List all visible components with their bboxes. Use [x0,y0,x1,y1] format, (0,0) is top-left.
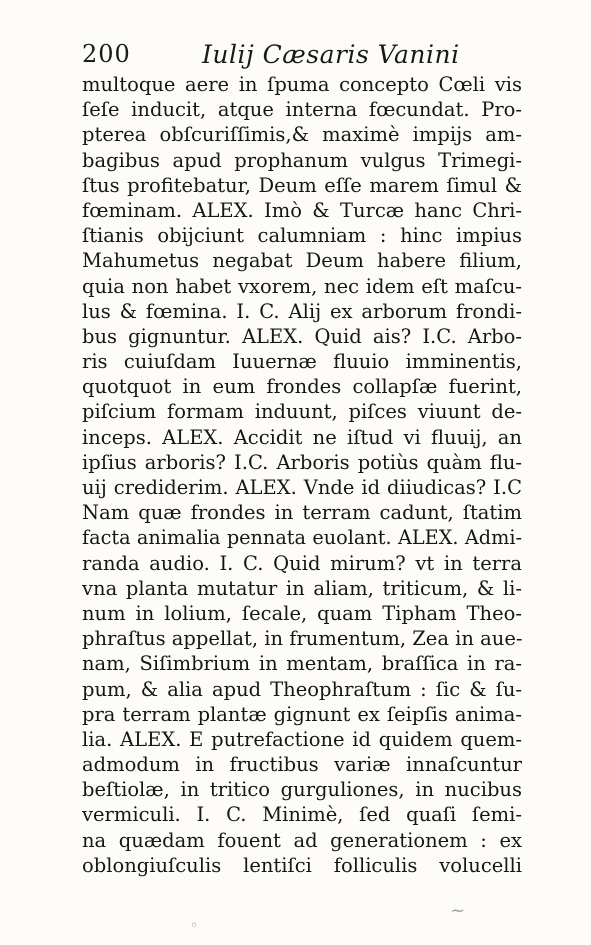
ink-mark: ~ [450,900,466,921]
text-line: ſeſe inducit, atque interna fœcundat. Pro- [82,98,522,122]
text-line: facta animalia pennata euolant. ALEX. Admi- [82,526,522,550]
text-line: multoque aere in ſpuma concepto Cœli vis [82,73,522,96]
text-line: pum, & alia apud Theophraſtum : ſic & ſu- [82,677,522,701]
text-line: lia. ALEX. E putrefactione id quidem quem- [82,727,522,751]
text-line: ſtianis obijciunt calumniam : hinc impius [82,224,522,248]
text-line: quia non habet vxorem, nec idem eſt maſcu- [82,274,522,298]
text-line: ſtus profitebatur, Deum eſſe marem ſimul & [82,173,522,197]
text-line: inceps. ALEX. Accidit ne iſtud vi fluuij, an [82,425,522,449]
text-line: lus & fœmina. I. C. Alij ex arborum frondi- [82,299,522,323]
text-line: oblongiuſculis lentiſci folliculis volucelli [82,853,522,877]
text-line: vermiculi. I. C. Minimè, ſed quaſi ſemi- [82,803,522,827]
text-line: uij crediderim. ALEX. Vnde id diiudicas? I.C [82,476,522,499]
text-line: quotquot in eum frondes collapſæ fuerint, [82,375,522,399]
text-line: ris cuiuſdam Iuuernæ fluuio imminentis, [82,350,522,374]
text-line: randa audio. I. C. Quid mirum? vt in terra [82,551,522,575]
text-line: pra terram plantæ gignunt ex ſeipſis anima- [82,702,522,726]
text-line: na quædam fouent ad generationem : ex [82,828,522,852]
body-text [82,72,522,878]
text-line: phraſtus appellat, in frumentum, Zea in aue- [82,627,522,651]
text-line: fœminam. ALEX. Imò & Turcæ hanc Chri- [82,198,522,222]
text-line: Mahumetus negabat Deum habere filium, [82,249,522,273]
text-line: piſcium formam induunt, piſces viuunt de- [82,400,522,424]
text-line: beſtiolæ, in tritico gurguliones, in nucibus [82,778,522,802]
ink-mark: ◦ [190,918,199,934]
text-line: nam, Siſimbrium in mentam, braſſica in ra- [82,652,522,676]
text-line: bus gignuntur. ALEX. Quid ais? I.C. Arbo- [82,324,522,348]
text-line: Nam quæ frondes in terram cadunt, ſtatim [82,501,522,525]
page-number: 200 [82,40,131,68]
text-line: num in lolium, ſecale, quam Tipham Theo- [82,601,522,625]
text-line: ipſius arboris? I.C. Arboris potiùs quàm flu- [82,450,522,474]
running-head: Iulij Cæsaris Vanini [202,40,460,69]
text-line: admodum in fructibus variæ innaſcuntur [82,753,522,777]
text-line: bagibus apud prophanum vulgus Trimegi- [82,148,522,172]
text-line: pterea obſcuriſſimis,& maximè impijs am- [82,123,522,147]
text-line: vna planta mutatur in aliam, triticum, & li- [82,576,522,600]
